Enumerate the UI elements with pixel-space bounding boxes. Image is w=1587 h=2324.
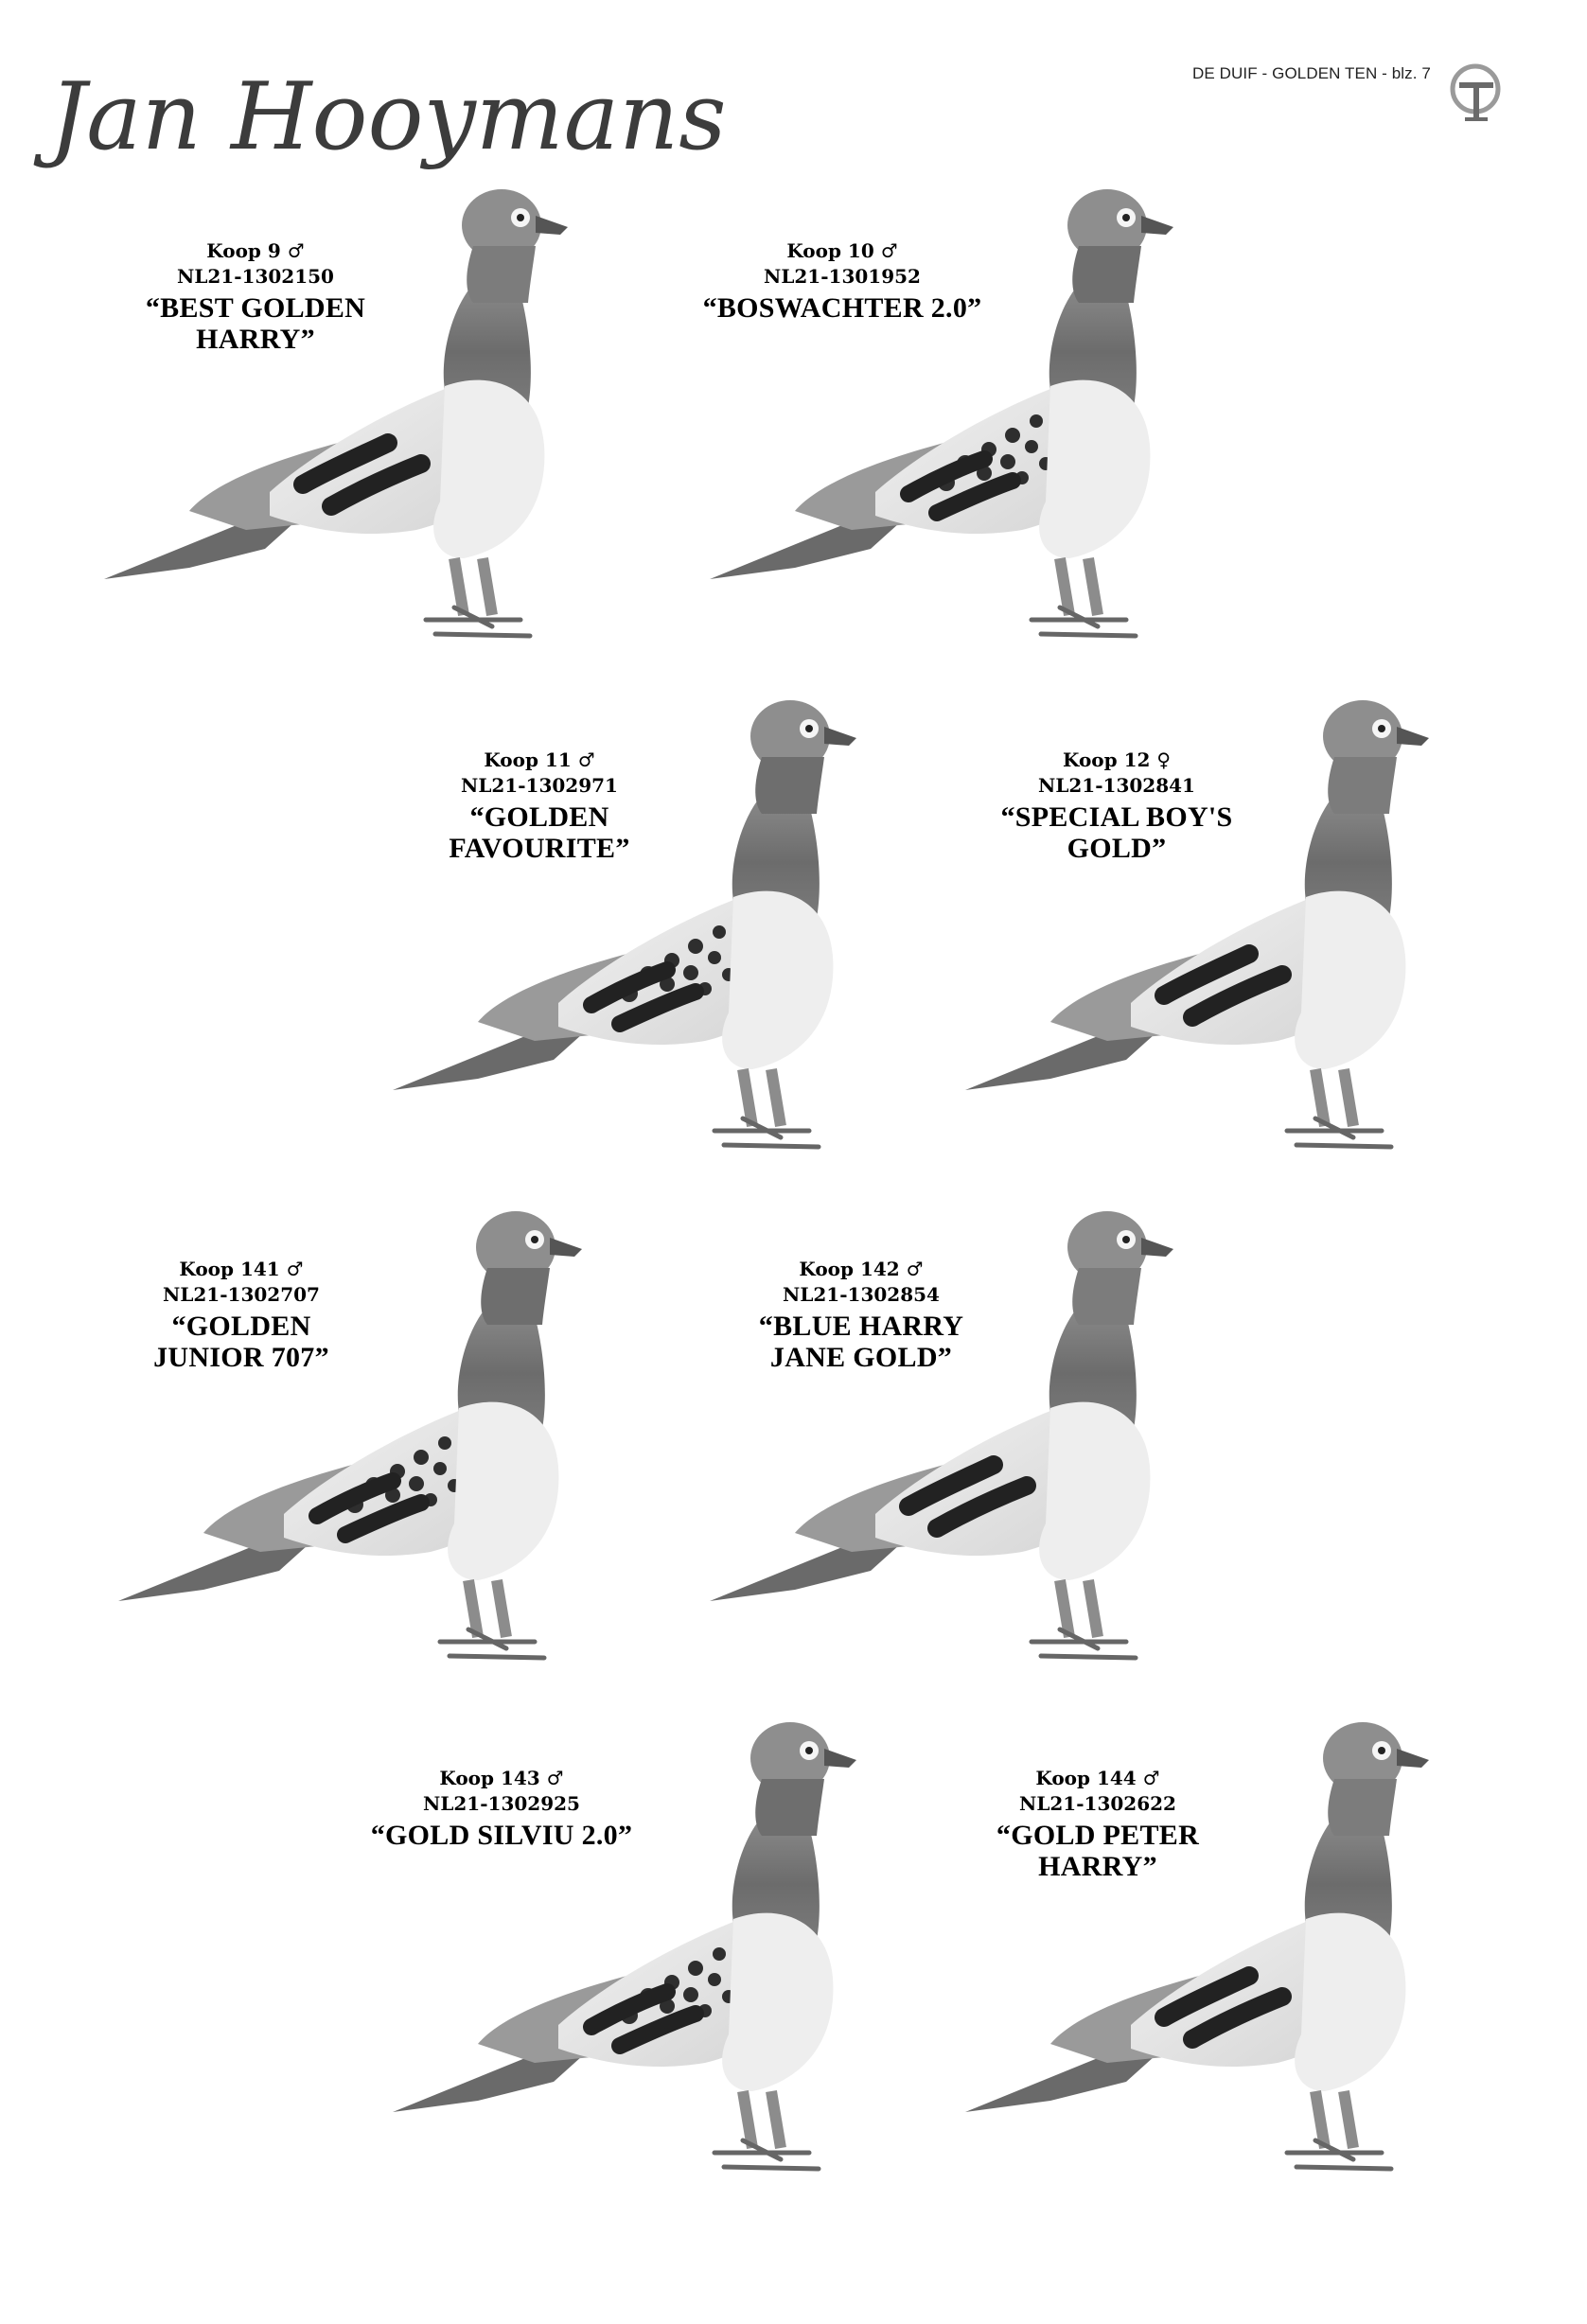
pigeon-name-line: “SPECIAL BOY'S <box>1000 801 1233 833</box>
lot-number: Koop 10 ♂ <box>786 239 898 262</box>
pigeon-photo-koop-142 <box>681 1164 1249 1694</box>
lot-number: Koop 9 ♂ <box>206 239 305 262</box>
lot-number: Koop 143 ♂ <box>439 1767 564 1789</box>
pigeon-name-line: “BEST GOLDEN <box>145 292 366 324</box>
brand-name: Jan Hooymans <box>49 63 727 171</box>
pigeon-photo-koop-11 <box>364 653 932 1183</box>
lot-number: Koop 141 ♂ <box>179 1258 304 1280</box>
lot-number: Koop 12 ♀ <box>1063 748 1171 771</box>
pigeon-name-line: HARRY” <box>196 324 315 355</box>
ring-number: NL21-1302707 <box>163 1283 320 1306</box>
pigeon-name-line: “GOLDEN <box>171 1311 311 1342</box>
pigeon-name-line: “BLUE HARRY <box>758 1311 964 1342</box>
golden-ten-logo-icon <box>1446 57 1505 129</box>
page-header: DE DUIF - GOLDEN TEN - blz. 7 <box>1192 64 1431 82</box>
pigeon-name-line: JANE GOLD” <box>769 1342 953 1373</box>
pigeon-photo-koop-144 <box>937 1675 1505 2205</box>
pigeon-name-line: JUNIOR 707” <box>153 1342 329 1373</box>
lot-number: Koop 142 ♂ <box>799 1258 924 1280</box>
ring-number: NL21-1302150 <box>177 265 334 288</box>
pigeon-name-line: FAVOURITE” <box>449 833 630 864</box>
pigeon-name-line: “GOLD SILVIU 2.0” <box>370 1820 633 1851</box>
pigeon-photo-koop-12 <box>937 653 1505 1183</box>
pigeon-name-line: HARRY” <box>1038 1851 1157 1882</box>
pigeon-photo-koop-9 <box>76 142 644 672</box>
ring-number: NL21-1302841 <box>1038 774 1195 797</box>
pigeon-name-line: “GOLDEN <box>469 801 609 833</box>
pigeon-name-line: “BOSWACHTER 2.0” <box>702 292 982 324</box>
ring-number: NL21-1302622 <box>1019 1792 1176 1815</box>
ring-number: NL21-1302971 <box>461 774 618 797</box>
ring-number: NL21-1302925 <box>423 1792 580 1815</box>
pigeon-photo-koop-141 <box>90 1164 658 1694</box>
pigeon-name-line: GOLD” <box>1067 833 1167 864</box>
pigeon-photo-koop-10 <box>681 142 1249 672</box>
pigeon-photo-koop-143 <box>364 1675 932 2205</box>
pigeon-name-line: “GOLD PETER <box>996 1820 1200 1851</box>
lot-number: Koop 11 ♂ <box>484 748 595 771</box>
lot-number: Koop 144 ♂ <box>1035 1767 1160 1789</box>
ring-number: NL21-1301952 <box>764 265 921 288</box>
ring-number: NL21-1302854 <box>783 1283 940 1306</box>
